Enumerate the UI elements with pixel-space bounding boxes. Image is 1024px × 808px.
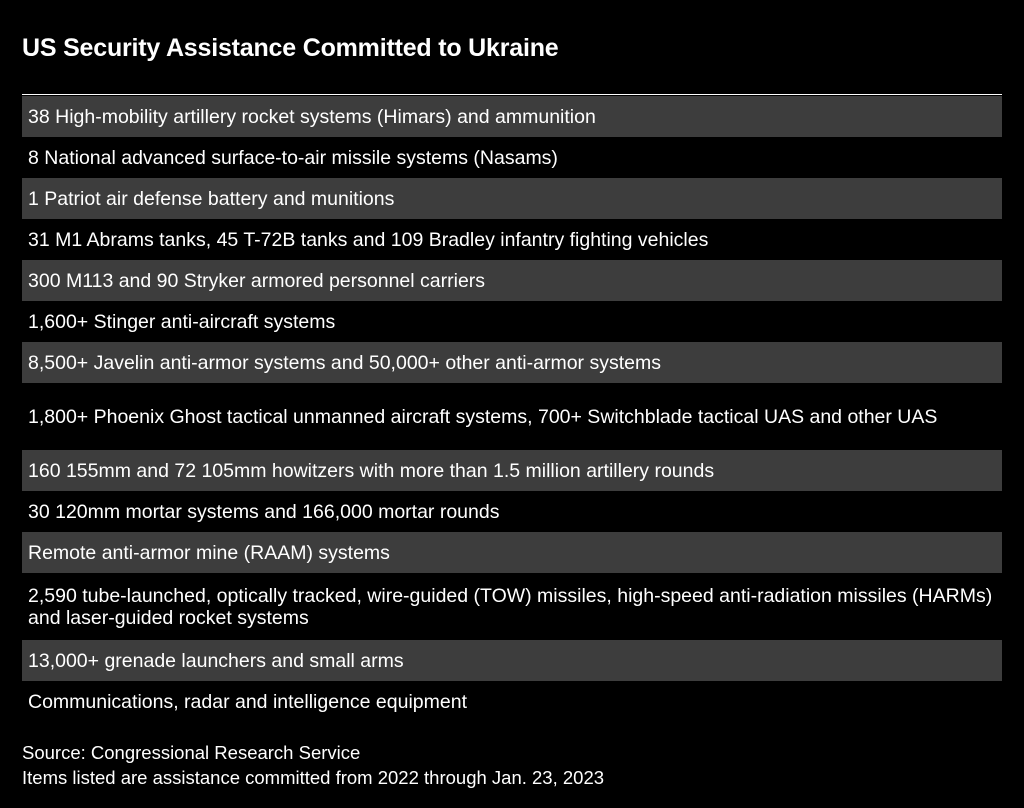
list-item — [22, 450, 1002, 491]
list-item-text: Communications, radar and intelligence equipment — [28, 690, 467, 713]
list-item — [22, 260, 1002, 301]
list-item — [22, 219, 1002, 260]
list-item-text: 8 National advanced surface-to-air missile systems (Nasams) — [28, 146, 558, 169]
list-item-text: 38 High-mobility artillery rocket systems (Himars) and ammunition — [28, 105, 596, 128]
list-item-text: 31 M1 Abrams tanks, 45 T-72B tanks and 109 Bradley infantry fighting vehicles — [28, 228, 709, 251]
list-item — [22, 96, 1002, 137]
source-note: Source: Congressional Research Service — [22, 742, 361, 763]
list-item-text: Remote anti-armor mine (RAAM) systems — [28, 541, 390, 564]
list-item-text: 30 120mm mortar systems and 166,000 mortar rounds — [28, 500, 500, 523]
list-item — [22, 532, 1002, 573]
list-item-text: 1,600+ Stinger anti-aircraft systems — [28, 310, 336, 333]
footer — [22, 740, 604, 790]
list-item — [22, 137, 1002, 178]
list-item-text: 8,500+ Javelin anti-armor systems and 50,000+ other anti-armor systems — [28, 351, 661, 374]
list-item — [22, 681, 1002, 722]
list-item — [22, 640, 1002, 681]
list-item — [22, 383, 1002, 450]
list-item-text: 1,800+ Phoenix Ghost tactical unmanned aircraft systems, 700+ Switchblade tactical UAS and other UAS — [28, 405, 938, 428]
list-item-text: 1 Patriot air defense battery and munitions — [28, 187, 395, 210]
list-item — [22, 178, 1002, 219]
date-range-note: Items listed are assistance committed from 2022 through Jan. 23, 2023 — [22, 767, 605, 788]
list-item — [22, 491, 1002, 532]
title-divider — [22, 94, 1002, 95]
list-item — [22, 301, 1002, 342]
list-item-text: 13,000+ grenade launchers and small arms — [28, 649, 404, 672]
assistance-list — [22, 96, 1002, 722]
list-item-text: 300 M113 and 90 Stryker armored personnel carriers — [28, 269, 486, 292]
list-item — [22, 573, 1002, 640]
list-item-text: 160 155mm and 72 105mm howitzers with more than 1.5 million artillery rounds — [28, 459, 715, 482]
page-title: US Security Assistance Committed to Ukraine — [22, 34, 559, 62]
list-item-text: 2,590 tube-launched, optically tracked, wire-guided (TOW) missiles, high-speed anti-radiation missiles (HARMs) and laser-guided rocket systems — [28, 584, 993, 629]
list-item — [22, 342, 1002, 383]
